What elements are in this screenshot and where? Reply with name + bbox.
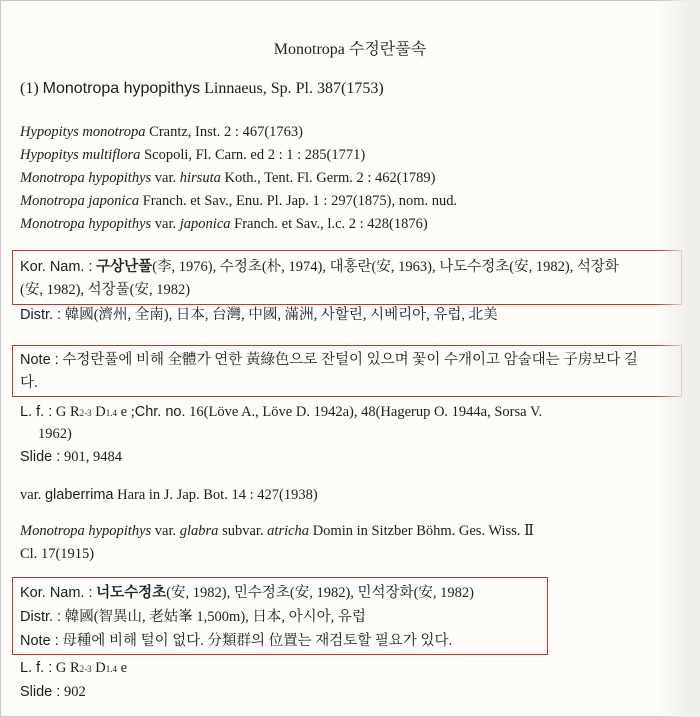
distr-label: Distr. : — [20, 307, 62, 323]
synonym-3 — [20, 169, 435, 187]
page-title: Monotropa 수정란풀속 — [273, 41, 427, 58]
variety-syn-name2: glabra — [179, 523, 219, 539]
synonym-name: Monotropa hypopithys — [20, 216, 152, 232]
lf-r-sub: 2-3 — [79, 664, 92, 674]
lf-d-sub: 1.4 — [105, 408, 118, 418]
lf-d-sub: 1.4 — [105, 664, 118, 674]
slide-label: Slide : — [20, 449, 61, 465]
kor-nam-rest: (李, 1976), 수정초(朴, 1974), 대홍란(安, 1963), 나도수정초(安, 1982), 석장화 — [152, 259, 619, 275]
kor-nam-rest: (安, 1982), 민수정초(安, 1982), 민석장화(安, 1982) — [166, 585, 474, 601]
synonym-4 — [20, 192, 457, 210]
note-text: 母種에 비해 털이 없다. 分類群의 位置는 재검토할 필요가 있다. — [62, 633, 453, 649]
kor-nam-label: Kor. Nam. : — [20, 259, 93, 275]
note-label: Note : — [20, 352, 59, 368]
variety-syn-subvar: subvar. — [222, 523, 264, 539]
lf-e: e ; — [120, 404, 135, 420]
synonym-name: Monotropa japonica — [20, 193, 140, 209]
distr-line-1 — [20, 306, 498, 324]
synonym-1 — [20, 123, 303, 141]
variety-syn-var: var. — [154, 523, 177, 539]
variety-syn-name3: atricha — [267, 523, 310, 539]
synonym-var: var. — [154, 170, 177, 186]
distr-text: 韓國(智異山, 老姑峯 1,500m), 日本, 아시아, 유럽 — [64, 609, 366, 625]
lf-label: L. f. : — [20, 404, 53, 420]
lf-g: G — [55, 404, 67, 420]
synonym-5 — [20, 215, 428, 233]
kor-nam-line-1 — [20, 258, 619, 276]
kor-nam-label: Kor. Nam. : — [20, 585, 93, 601]
synonym-ref: Koth., Tent. Fl. Germ. 2 : 462(1789) — [224, 170, 436, 186]
lf-e: e — [120, 660, 128, 676]
kor-nam-line-2: (安, 1982), 석장풀(安, 1982) — [20, 282, 191, 298]
synonym-name: Hypopitys monotropa — [20, 124, 146, 140]
variety-heading — [20, 486, 318, 504]
kor-nam-2-line — [20, 584, 474, 602]
note-label: Note : — [20, 633, 59, 649]
synonym-ref: Franch. et Sav., l.c. 2 : 428(1876) — [234, 216, 428, 232]
variety-synonym-line-2: Cl. 17(1915) — [20, 546, 95, 562]
variety-syn-name: Monotropa hypopithys — [20, 523, 152, 539]
lf-g: G — [55, 660, 67, 676]
lf-line-2 — [20, 659, 127, 678]
slide-line-1 — [20, 448, 122, 466]
species-number: (1) — [20, 80, 39, 97]
kor-nam-primary: 너도수정초 — [96, 585, 167, 601]
variety-synonym-line-1 — [20, 522, 534, 540]
slide-line-2 — [20, 683, 86, 701]
synonym-var-name: hirsuta — [179, 170, 221, 186]
synonym-ref: Crantz, Inst. 2 : 467(1763) — [149, 124, 303, 140]
distr-text: 韓國(濟州, 全南), 日本, 台灣, 中國, 滿洲, 사할린, 시베리아, 유럽, 北美 — [64, 307, 498, 323]
species-name: Monotropa hypopithys — [42, 80, 201, 97]
kor-nam-primary: 구상난풀 — [96, 259, 153, 275]
variety-ref: Hara in J. Jap. Bot. 14 : 427(1938) — [117, 487, 318, 503]
chr-text: 16(Löve A., Löve D. 1942a), 48(Hagerup O. 1944a, Sorsa V. — [189, 404, 543, 420]
species-heading — [20, 80, 384, 98]
note-2-line — [20, 632, 452, 650]
page-edge-shadow — [658, 0, 700, 717]
lf-r: R — [69, 404, 80, 420]
synonym-ref: Franch. et Sav., Enu. Pl. Jap. 1 : 297(1875), nom. nud. — [142, 193, 458, 209]
chr-label: Chr. no. — [134, 404, 186, 420]
distr-label: Distr. : — [20, 609, 62, 625]
distr-2-line — [20, 608, 366, 626]
lf-r-sub: 2-3 — [79, 408, 92, 418]
slide-text: 901, 9484 — [63, 449, 122, 465]
synonym-2 — [20, 146, 365, 164]
synonym-name: Hypopitys multiflora — [20, 147, 141, 163]
synonym-var: var. — [154, 216, 177, 232]
slide-text: 902 — [63, 684, 86, 700]
slide-label: Slide : — [20, 684, 61, 700]
note-text: 수정란풀에 비해 全體가 연한 黃綠色으로 잔털이 있으며 꽃이 수개이고 암술대는 子房보다 길 — [62, 352, 638, 368]
synonym-ref: Scopoli, Fl. Carn. ed 2 : 1 : 285(1771) — [144, 147, 366, 163]
species-author: Linnaeus, — [204, 80, 267, 97]
note-line-2: 다. — [20, 375, 38, 391]
species-ref: Sp. Pl. 387(1753) — [270, 80, 384, 97]
lf-d: D — [95, 404, 106, 420]
synonym-var-name: japonica — [179, 216, 231, 232]
note-line-1 — [20, 351, 638, 369]
synonym-name: Monotropa hypopithys — [20, 170, 152, 186]
variety-name: glaberrima — [44, 487, 114, 503]
lf-label: L. f. : — [20, 660, 53, 676]
lf-r: R — [69, 660, 80, 676]
lf-chr-line-2: 1962) — [38, 426, 72, 442]
lf-chr-line-1 — [20, 403, 542, 422]
lf-d: D — [95, 660, 106, 676]
variety-prefix: var. — [20, 487, 42, 503]
variety-syn-ref: Domin in Sitzber Böhm. Ges. Wiss. Ⅱ — [312, 523, 534, 539]
